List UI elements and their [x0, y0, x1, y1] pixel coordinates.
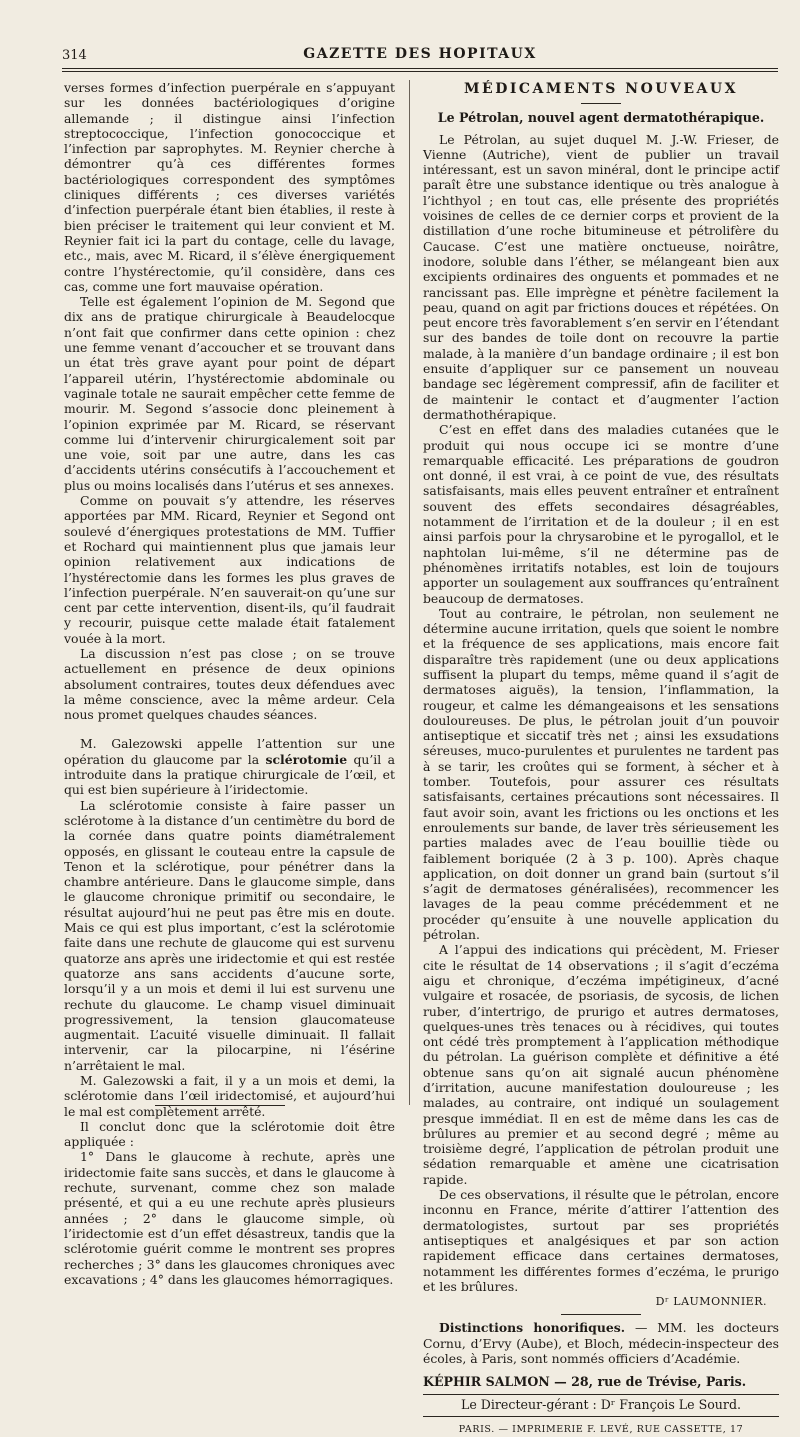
right-column	[423, 80, 779, 1437]
separator-rule	[561, 1314, 641, 1315]
paragraph: Telle est également l’opinion de M. Segond que dix ans de pratique chirurgicale à Beaudelocque n’ont fait que confirmer dans cette opinion : chez une femme venant d’accoucher et se trouvant dans un état très grave ayant pour point de départ l’appareil utérin, l’hystérectomie abdominale ou vaginale totale ne saurait empêcher cette femme de mourir. M. Segond s’associe donc pleinement à l’opinion exprimée par M. Ricard, se réservant comme lui d’intervenir chirurgicalement soit par une voie, soit par une autre, dans les cas d’accidents utérins consécutifs à l’accouchement et plus ou moins localisés dans l’utérus et ses annexes.	[64, 294, 395, 493]
bold-term: Distinctions honorifiques.	[439, 1320, 626, 1336]
page-header	[62, 44, 778, 66]
bold-term: sclérotomie	[265, 751, 348, 767]
paragraph: Tout au contraire, le pétrolan, non seulement ne détermine aucune irritation, quels que soient le nombre et la fréquence de ses applications, mais encore fait disparaître très rapidement (une ou deux applications suffisent la plupart du temps, même quand il s’agit de dermatoses aiguës), la tension, l’inflammation, la rougeur, et calme les démangeaisons et les sensations douloureuses. De plus, le pétrolan jouit d’un pouvoir antiseptique et siccatif très net ; ainsi les exsudations séreuses, muco-purulentes et purulentes ne tardent pas à se tarir, les croûtes qui se forment, à sécher et à tomber. Toutefois, pour assurer ces résultats satisfaisants, certaines précautions sont nécessaires. Il faut avoir soin, avant les frictions ou les onctions et les enroulements sur bande, de laver très sérieusement les parties malades avec de l’eau bouillie tiède ou faiblement boriquée (2 à 3 p. 100). Après chaque application, on doit donner un grand bain (surtout s’il s’agit de dermatoses généralisées), recommencer les lavages de la peau comme précédemment et ne procéder qu’ensuite à une nouvelle application du pétrolan.	[423, 605, 779, 943]
paragraph: M. Galezowski a fait, il y a un mois et demi, la sclérotomie dans l’œil iridectomisé, et aujourd’hui le mal est complètement arrêté.	[64, 1073, 395, 1119]
left-column	[64, 80, 395, 1287]
paragraph-galezowski	[64, 736, 395, 797]
paragraph: De ces observations, il résulte que le pétrolan, encore inconnu en France, mérite d’attirer l’attention des dermatologistes, surtout par ses propriétés antiseptiques et analgésiques et par son action rapidement efficace dans certaines dermatoses, notamment les différentes formes d’eczéma, le prurigo et les brûlures.	[423, 1187, 779, 1294]
paragraph: 1° Dans le glaucome à rechute, après une iridectomie faite sans succès, et dans le glaucome à rechute, survenant, comme chez son malade présenté, et qui a eu une rechute après plusieurs années ; 2° dans le glaucome simple, où l’iridectomie est d’un effet désastreux, tandis que la sclérotomie guérit comme le montrent ses propres recherches ; 3° dans les glaucomes chroniques avec excavations ; 4° dans les glaucomes hémorragiques.	[64, 1149, 395, 1287]
paragraph: La discussion n’est pas close ; on se trouve actuellement en présence de deux opinions absolument contraires, toutes deux défendues avec la même conscience, avec la même ardeur. Cela nous promet quelques chaudes séances.	[64, 645, 395, 723]
page-number: 314	[62, 48, 87, 63]
author-signature: Dʳ LAUMONNIER.	[655, 1295, 767, 1309]
end-rule	[155, 1105, 285, 1106]
distinctions-paragraph	[423, 1320, 779, 1366]
header-rule	[62, 68, 778, 69]
ad-rule	[423, 1394, 779, 1395]
paragraph: Il conclut donc que la sclérotomie doit être appliquée :	[64, 1118, 395, 1150]
article-subtitle: Le Pétrolan, nouvel agent dermatothérapique.	[437, 110, 765, 126]
running-title: GAZETTE DES HOPITAUX	[303, 46, 537, 62]
section-rule	[581, 103, 621, 104]
gerant-rule	[423, 1416, 779, 1417]
text-run: — MM. les docteurs Cornu, d’Ervy (Aube), et Bloch, médecin-inspecteur des écoles, à Paris, sont nommés officiers d’Académie.	[423, 1320, 779, 1367]
paragraph: C’est en effet dans des maladies cutanées que le produit qui nous occupe ici se montre d’une remarquable efficacité. Les préparations de goudron ont donné, il est vrai, à ce point de vue, des résultats satisfaisants, mais elles peuvent entraîner et entraînent souvent des effets secondaires désagréables, notamment de l’irritation et de la douleur ; il en est ainsi parfois pour la chrysarobine et le pyrogallol, et le naphtolan lui-même, s’il ne détermine pas de phénomènes irritatifs notables, est loin de toujours apporter un soulagement aux souffrances qu’entraînent beaucoup de dermatoses.	[423, 422, 779, 606]
header-rule-2	[62, 71, 778, 72]
section-title: MÉDICAMENTS NOUVEAUX	[464, 81, 738, 97]
paragraph: Comme on pouvait s’y attendre, les réserves apportées par MM. Ricard, Reynier et Segond ont soulevé d’énergiques protestations de MM. Tuffier et Rochard qui maintiennent plus que jamais leur opinion relativement aux indications de l’hystérectomie dans les formes les plus graves de l’infection puerpérale. N’en sauverait-on qu’une sur cent par cette intervention, disent-ils, qu’il faudrait y recourir, puisque cette malade était fatalement vouée à la mort.	[64, 493, 395, 646]
advertisement: KÉPHIR SALMON — 28, rue de Trévise, Paris.	[423, 1374, 747, 1390]
text-run: M. Galezowski appelle l’attention sur une opération du glaucome par la	[64, 736, 395, 767]
director-line: Le Directeur-gérant : Dʳ François Le Sourd.	[460, 1396, 742, 1412]
paragraph: Le Pétrolan, au sujet duquel M. J.-W. Frieser, de Vienne (Autriche), vient de publier un travail intéressant, est un savon minéral, dont le principe actif paraît être une substance identique ou très analogue à l’ichthyol ; en tout cas, elle présente des propriétés voisines de celles de ce dernier corps et provient de la distillation d’une roche bitumineuse et pétrolifère du Caucase. C’est une matière onctueuse, noirâtre, inodore, soluble dans l’éther, se mélangeant bien aux excipients ordinaires des onguents et pommades et ne rancissant pas. Elle imprègne et pénètre facilement la peau, quand on agit par frictions douces et répétées. On peut encore très favorablement s’en servir en l’étendant sur des bandes de toile dont on recouvre la partie malade, à la manière d’un bandage ordinaire ; il est bon ensuite d’appliquer sur ce pansement un nouveau bandage sec légèrement compressif, afin de faciliter et de maintenir le contact et d’augmenter l’action dermathothérapique.	[423, 131, 779, 422]
imprint: PARIS. — IMPRIMERIE F. LEVÉ, RUE CASSETTE, 17	[458, 1423, 744, 1435]
column-divider	[409, 80, 410, 1105]
paragraph: A l’appui des indications qui précèdent, M. Frieser cite le résultat de 14 observations ; il s’agit d’eczéma aigu et chronique, d’eczéma impétigineux, d’acné vulgaire et rosacée, de psoriasis, de sycosis, de lichen ruber, d’intertrigo, de prurigo et autres dermatoses, quelques-unes très tenaces ou à récidives, qui toutes ont cédé très promptement à l’application méthodique du pétrolan. La guérison complète et définitive a été obtenue sans qu’on ait signalé aucun phénomène d’irritation, aucune manifestation douloureuse ; les malades, au contraire, ont indiqué un soulagement presque immédiat. Il en est de même dans les cas de brûlures au premier et au second degré ; même au troisième degré, l’application de pétrolan produit une sédation remarquable et amène une cicatrisation rapide.	[423, 942, 779, 1187]
spacer	[64, 722, 395, 736]
paragraph: verses formes d’infection puerpérale en s’appuyant sur les données bactériologiques d’origine allemande ; il distingue ainsi l’infection streptococcique, l’infection gonococcique et l’infection par saprophytes. M. Reynier cherche à démontrer qu’à ces différentes formes bactériologiques correspondent des symptômes cliniques différents ; ces diverses variétés d’infection puerpérale étant bien établies, il reste à bien préciser le traitement qui leur convient et M. Reynier fait ici la part du contage, celle du lavage, etc., mais, avec M. Ricard, il s’élève énergiquement contre l’hystérectomie, qu’il considère, dans ces cas, comme une fort mauvaise opération.	[64, 80, 395, 294]
text-run: qu’il a introduite dans la pratique chirurgicale de l’œil, et qui est bien supérieure à l’iridectomie.	[64, 751, 395, 798]
paragraph: La sclérotomie consiste à faire passer un sclérotome à la distance d’un centimètre du bord de la cornée dans quatre points diamétralement opposés, en glissant le couteau entre la capsule de Tenon et la sclérotique, pour pénétrer dans la chambre antérieure. Dans le glaucome simple, dans le glaucome chronique primitif ou secondaire, le résultat aujourd’hui ne peut pas être mis en doute. Mais ce qui est plus important, c’est la sclérotomie faite dans une rechute de glaucome qui est survenu quatorze ans après une iridectomie et qui est restée quatorze ans sans accidents d’aucune sorte, lorsqu’il y a un mois et demi il lui est survenu une rechute du glaucome. Le champ visuel diminuait progressivement, la tension glaucomateuse augmentait. L’acuité visuelle diminuait. Il fallait intervenir, car la pilocarpine, ni l’ésérine n’arrêtaient le mal.	[64, 797, 395, 1073]
